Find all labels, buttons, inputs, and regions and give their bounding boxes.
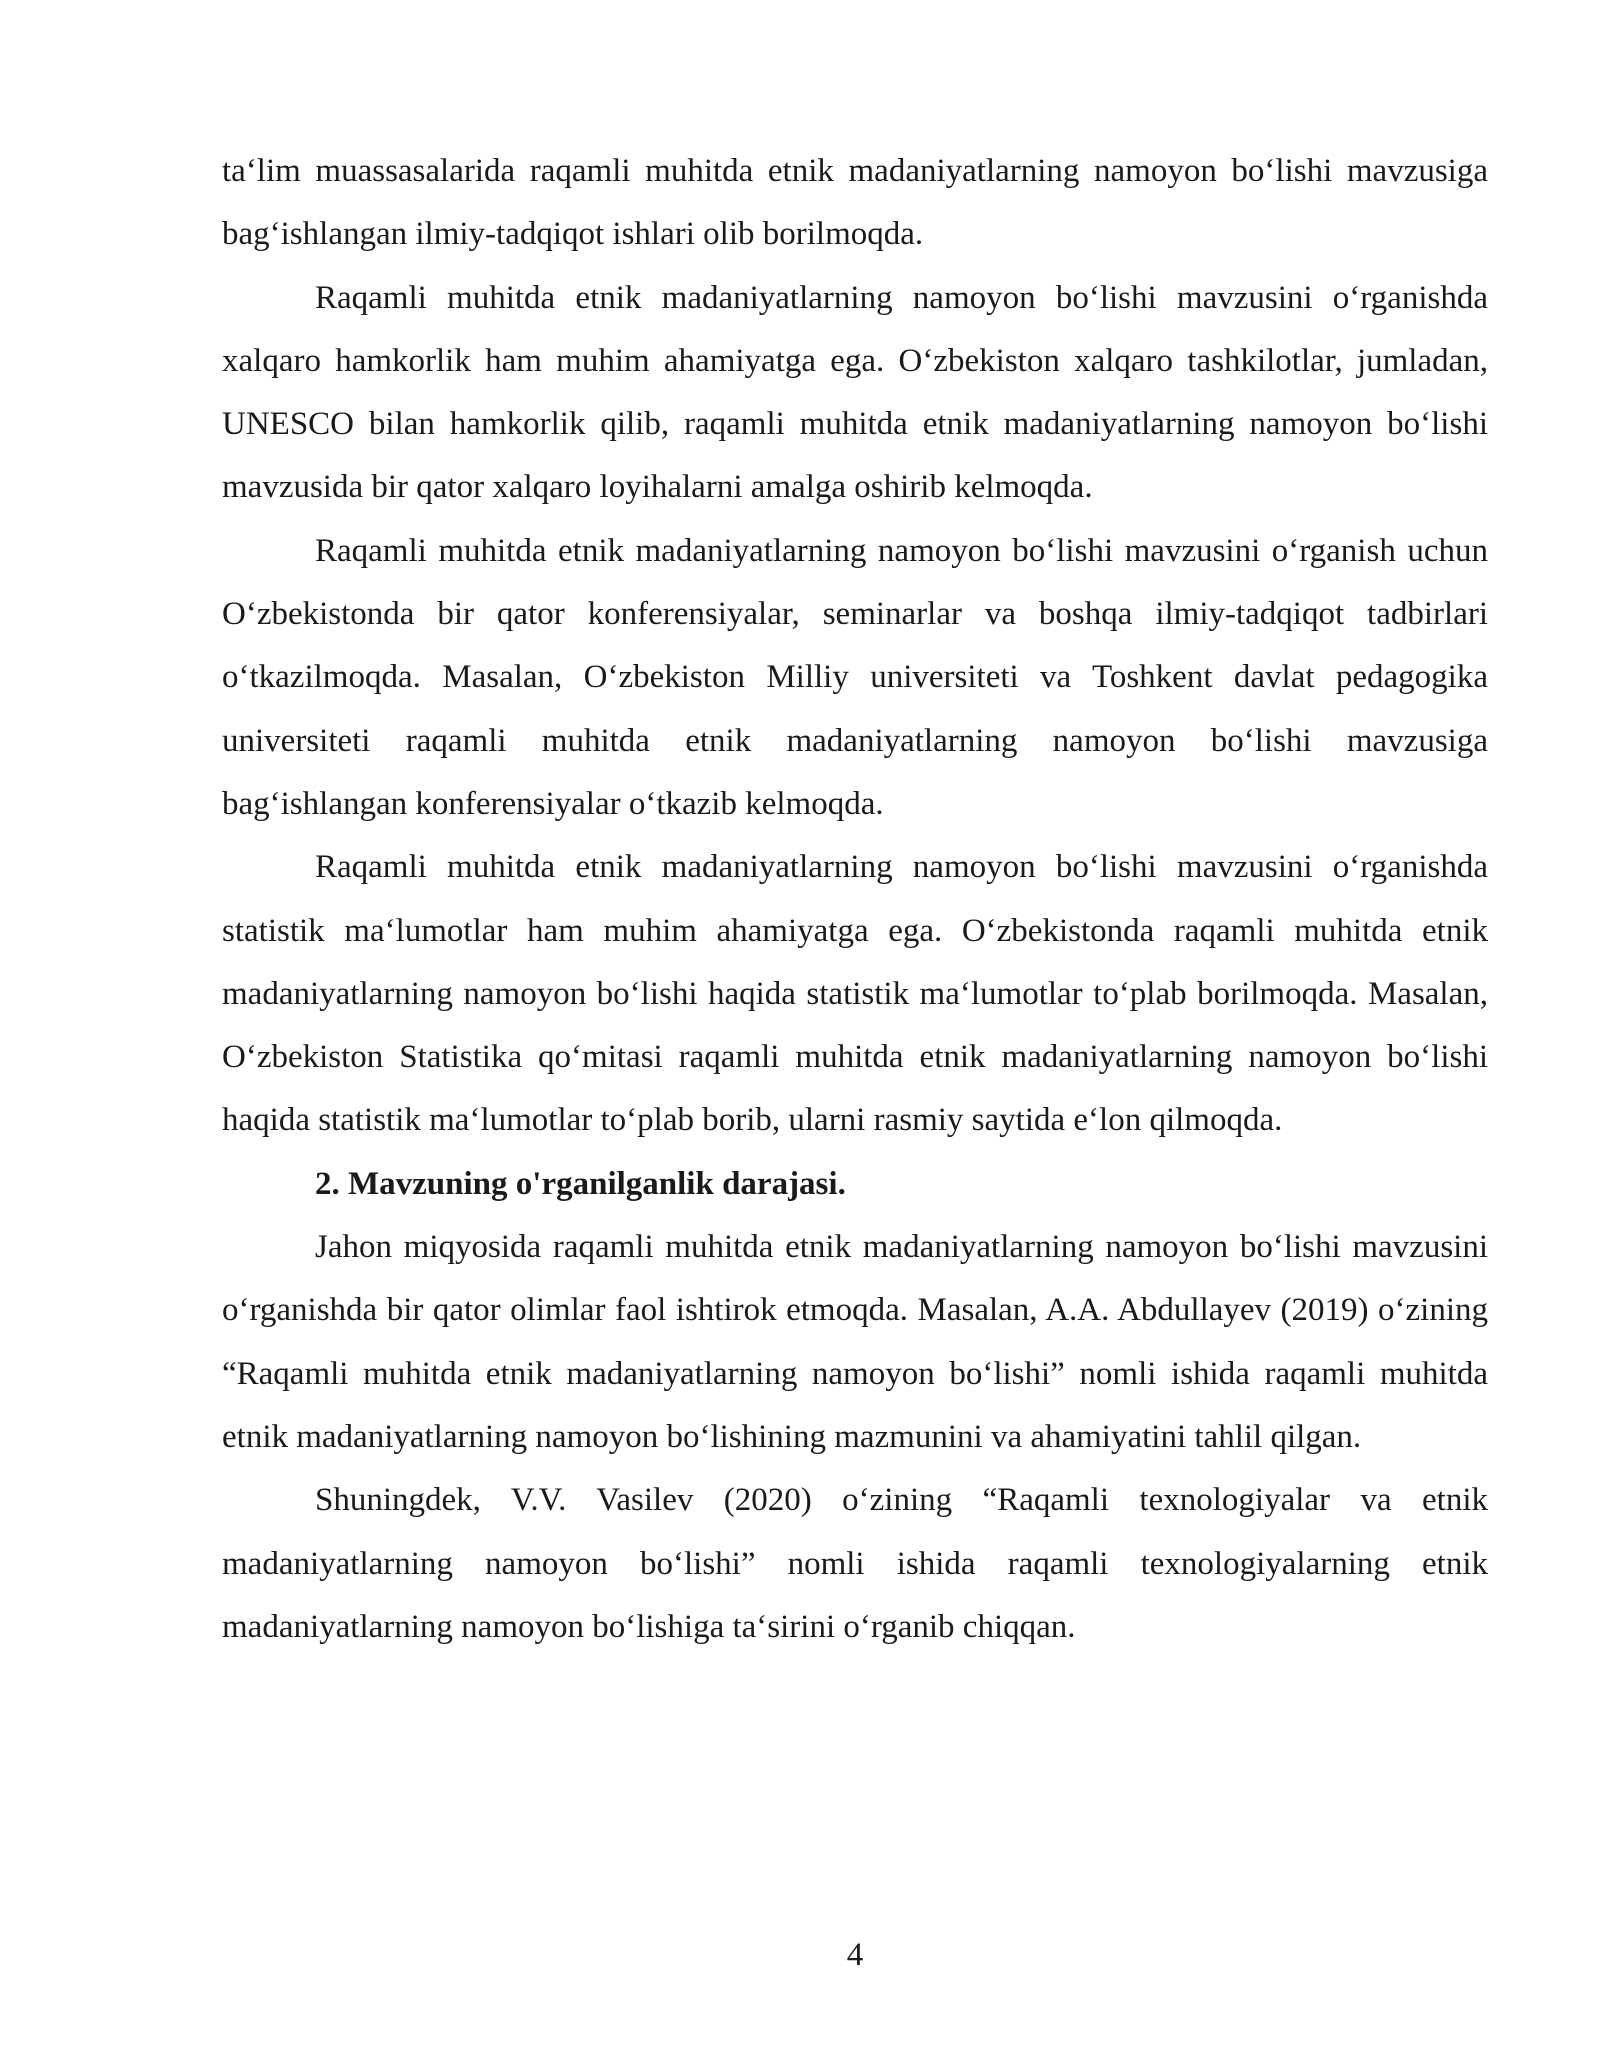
section-heading: 2. Mavzuning o'rganilganlik darajasi. xyxy=(315,1165,846,1202)
body-paragraph-vasilev: Shuningdek, V.V. Vasilev (2020) o‘zining “Raqamli texnologiyalar va etnik madaniyatlarning namoyon bo‘lishi” nomli ishida raqamli texnologiyalarning etnik madaniyatlarning namoyon bo‘lishiga ta‘sirini o‘rganib chiqqan. xyxy=(222,1482,1488,1645)
body-paragraph-scholars: Jahon miqyosida raqamli muhitda etnik madaniyatlarning namoyon bo‘lishi mavzusini o‘rganishda bir qator olimlar faol ishtirok etmoqda. Masalan, A.A. Abdullayev (2019) o‘zining “Raqamli muhitda etnik madaniyatlarning namoyon bo‘lishi” nomli ishida raqamli muhitda etnik madaniyatlarning namoyon bo‘lishining mazmunini va ahamiyatini tahlil qilgan. xyxy=(222,1229,1488,1455)
body-paragraph-continued: ta‘lim muassasalarida raqamli muhitda etnik madaniyatlarning namoyon bo‘lishi mavzusiga bag‘ishlangan ilmiy-tadqiqot ishlari olib borilmoqda. xyxy=(222,153,1488,253)
page-body xyxy=(222,140,1488,1659)
body-paragraph-international-cooperation: Raqamli muhitda etnik madaniyatlarning namoyon bo‘lishi mavzusini o‘rganishda xalqaro hamkorlik ham muhim ahamiyatga ega. O‘zbekiston xalqaro tashkilotlar, jumladan, UNESCO bilan hamkorlik qilib, raqamli muhitda etnik madaniyatlarning namoyon bo‘lishi mavzusida bir qator xalqaro loyihalarni amalga oshirib kelmoqda. xyxy=(222,279,1488,506)
body-paragraph-statistics: Raqamli muhitda etnik madaniyatlarning namoyon bo‘lishi mavzusini o‘rganishda statistik ma‘lumotlar ham muhim ahamiyatga ega. O‘zbekistonda raqamli muhitda etnik madaniyatlarning namoyon bo‘lishi haqida statistik ma‘lumotlar to‘plab borilmoqda. Masalan, O‘zbekiston Statistika qo‘mitasi raqamli muhitda etnik madaniyatlarning namoyon bo‘lishi haqida statistik ma‘lumotlar to‘plab borib, ularni rasmiy saytida e‘lon qilmoqda. xyxy=(222,849,1488,1139)
body-paragraph-conferences: Raqamli muhitda etnik madaniyatlarning namoyon bo‘lishi mavzusini o‘rganish uchun O‘zbekistonda bir qator konferensiyalar, seminarlar va boshqa ilmiy-tadqiqot tadbirlari o‘tkazilmoqda. Masalan, O‘zbekiston Milliy universiteti va Toshkent davlat pedagogika universiteti raqamli muhitda etnik madaniyatlarning namoyon bo‘lishi mavzusiga bag‘ishlangan konferensiyalar o‘tkazib kelmoqda. xyxy=(222,532,1488,822)
page-number: 4 xyxy=(846,1937,864,1973)
